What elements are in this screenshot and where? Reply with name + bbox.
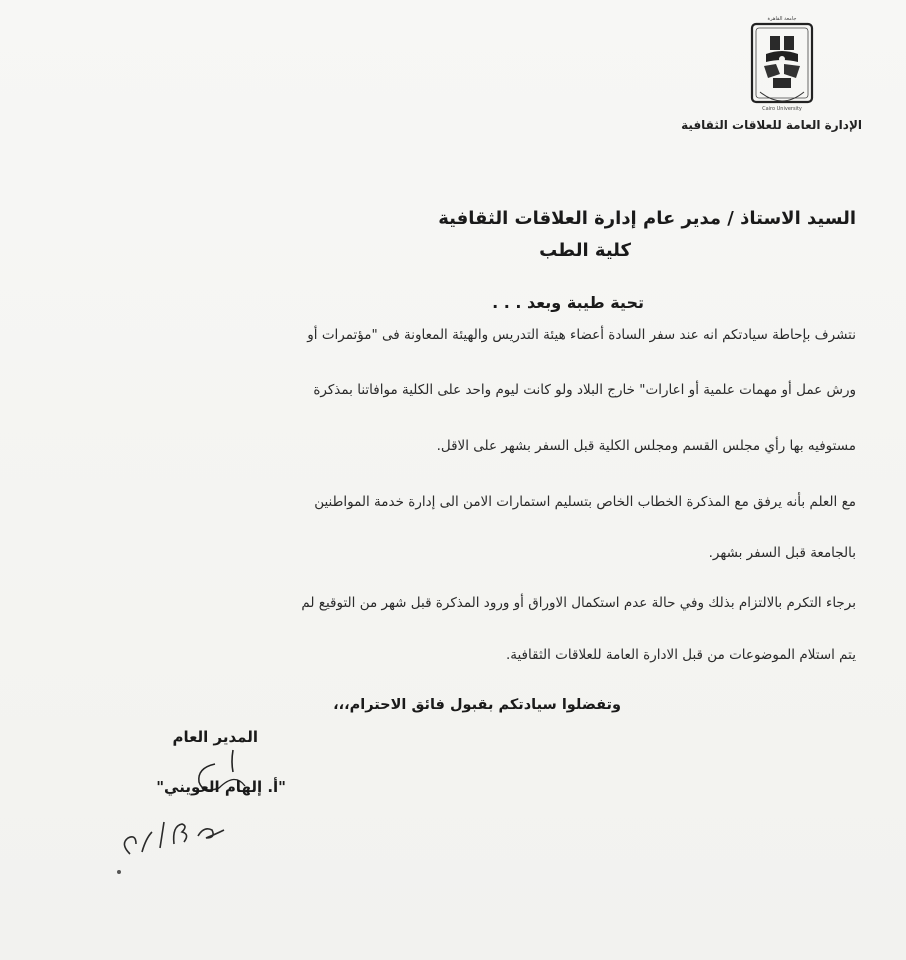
body-line: مستوفيه بها رأي مجلس القسم ومجلس الكلية قبل السفر بشهر على الاقل. bbox=[436, 438, 856, 454]
college-name: كلية الطب bbox=[539, 240, 631, 261]
body-line: برجاء التكرم بالالتزام بذلك وفي حالة عدم استكمال الاوراق أو ورود المذكرة قبل شهر من التوقيع لم bbox=[301, 595, 856, 611]
body-line: مع العلم بأنه يرفق مع المذكرة الخطاب الخاص بتسليم استمارات الامن الى إدارة خدمة المواطنين bbox=[314, 494, 856, 510]
signatory-title: المدير العام bbox=[172, 728, 258, 746]
letterhead bbox=[676, 12, 876, 142]
closing-line: وتفضلوا سيادتكم بقبول فائق الاحترام،،، bbox=[333, 697, 621, 713]
ink-speck bbox=[117, 870, 121, 874]
body-line: نتشرف بإحاطة سيادتكم انه عند سفر السادة أعضاء هيئة التدريس والهيئة المعاونة فى "مؤتمرات أو bbox=[307, 327, 856, 343]
body-line: ورش عمل أو مهمات علمية أو اعارات" خارج البلاد ولو كانت ليوم واحد على الكلية موافاتنا بمذكرة bbox=[313, 382, 856, 398]
svg-text:Cairo University: Cairo University bbox=[762, 106, 802, 112]
greeting: تحية طيبة وبعد . . . bbox=[492, 293, 644, 312]
body-line: يتم استلام الموضوعات من قبل الادارة العامة للعلاقات الثقافية. bbox=[505, 647, 856, 663]
body-line: بالجامعة قبل السفر بشهر. bbox=[708, 545, 856, 561]
svg-text:جامعة القاهرة: جامعة القاهرة bbox=[767, 16, 797, 22]
handwritten-date-icon bbox=[112, 808, 252, 868]
letterhead-caption: الإدارة العامة للعلاقات الثقافية bbox=[681, 118, 862, 132]
addressee: السيد الاستاذ / مدير عام إدارة العلاقات الثقافية bbox=[438, 208, 856, 229]
cairo-university-seal-icon bbox=[746, 12, 818, 116]
signatory-name: "أ. إلهام العويني" bbox=[156, 778, 286, 796]
